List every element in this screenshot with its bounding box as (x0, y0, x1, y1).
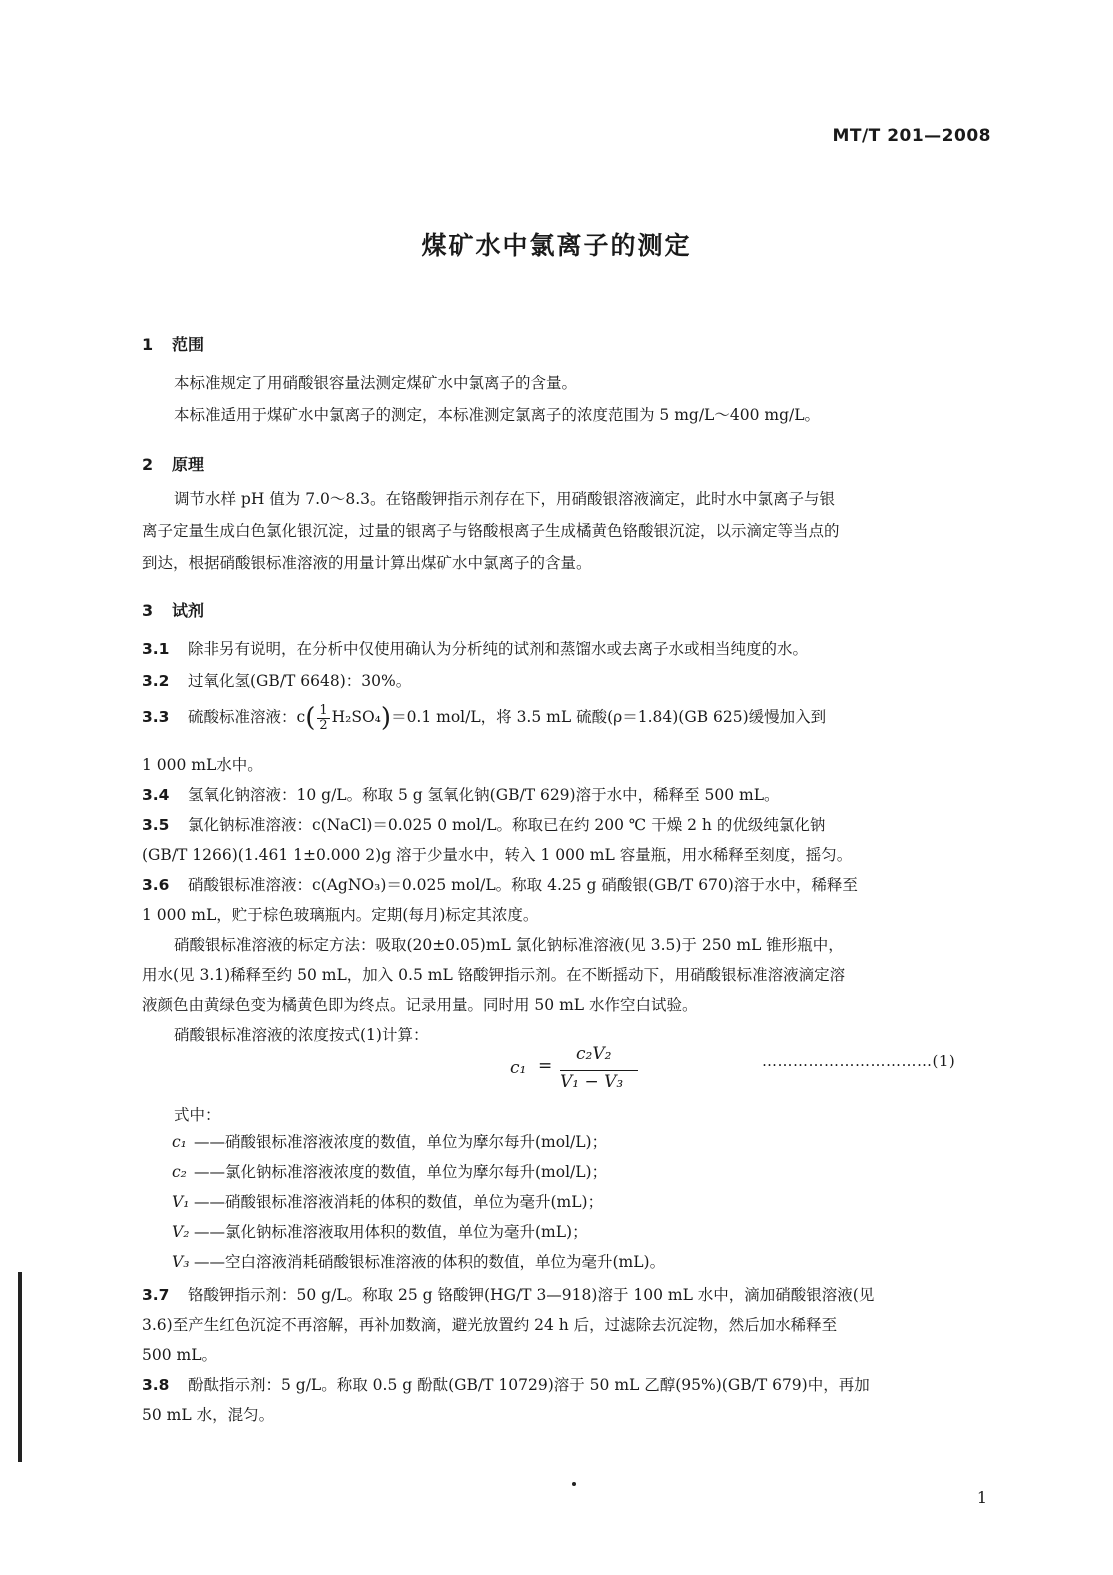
item-3-2 (142, 664, 1000, 698)
item-3-7 (142, 1278, 1000, 1312)
section-title: 试剂 (172, 601, 205, 620)
item-text: 除非另有说明，在分析中仅使用确认为分析纯的试剂和蒸馏水或去离子水或相当纯度的水。 (188, 640, 809, 658)
section-3-heading (142, 598, 204, 621)
symbol: V₁ (172, 1193, 190, 1211)
item-3-7-line2: 3.6)至产生红色沉淀不再溶解，再补加数滴，避光放置约 24 h 后，过滤除去沉淀物，然后加水稀释至 (142, 1316, 838, 1334)
section-title: 范围 (172, 335, 205, 354)
page-title: 煤矿水中氯离子的测定 (421, 231, 692, 260)
section-1-heading (142, 332, 204, 355)
definition-text: ——空白溶液消耗硝酸银标准溶液的体积的数值，单位为毫升(mL)。 (194, 1253, 666, 1271)
item-3-3: 3.3 硫酸标准溶液：c( $\frac{1}{2}$ H₂SO₄)＝0.1 mol/L，将 3.5 mL 硫酸(ρ＝1.84)(GB 625)缓慢加入到 (142, 700, 1000, 735)
document-code: MT/T 201—2008 (832, 126, 991, 146)
item-number: 3.4 (142, 786, 170, 804)
equation-number: ……………………………(1) (762, 1052, 956, 1070)
section-number: 3 (142, 601, 154, 620)
item-number: 3.1 (142, 640, 170, 658)
item-number: 3.5 (142, 816, 170, 834)
section-2-heading (142, 452, 204, 475)
equation-denominator: V₁ − V₃ (560, 1072, 624, 1092)
definition-row (172, 1188, 603, 1216)
paragraph: 本标准适用于煤矿水中氯离子的测定，本标准测定氯离子的浓度范围为 5 mg/L～400 mg/L。 (174, 406, 820, 424)
item-text: 氢氧化钠溶液：10 g/L。称取 5 g 氢氧化钠(GB/T 629)溶于水中，稀释至 500 mL。 (188, 786, 780, 804)
item-number: 3.3 (142, 708, 170, 726)
fraction-bar (560, 1070, 638, 1071)
paragraph-line: 用水(见 3.1)稀释至约 50 mL，加入 0.5 mL 铬酸钾指示剂。在不断摇动下，用硝酸银标准溶液滴定溶 (142, 966, 846, 984)
item-3-4 (142, 778, 1000, 812)
item-text: 过氧化氢(GB/T 6648)：30%。 (188, 672, 412, 690)
item-number: 3.2 (142, 672, 170, 690)
definition-row (172, 1158, 607, 1186)
item-3-6 (142, 868, 1000, 902)
page-number: 1 (976, 1488, 987, 1507)
item-3-7-line3: 500 mL。 (142, 1346, 218, 1364)
definition-row (172, 1218, 588, 1246)
item-3-5 (142, 808, 1000, 842)
symbol: V₂ (172, 1223, 190, 1241)
definition-text: ——硝酸银标准溶液消耗的体积的数值，单位为毫升(mL)； (194, 1193, 604, 1211)
fraction-top: 1 (319, 702, 328, 718)
equation-1 (510, 1046, 640, 1092)
paragraph-line: 液颜色由黄绿色变为橘黄色即为终点。记录用量。同时用 50 mL 水作空白试验。 (142, 996, 698, 1014)
paragraph-line: 硝酸银标准溶液的标定方法：吸取(20±0.05)mL 氯化钠标准溶液(见 3.5)于 250 mL 锥形瓶中， (174, 936, 844, 954)
item-3-8-line2: 50 mL 水，混匀。 (142, 1406, 275, 1424)
section-number: 2 (142, 455, 154, 474)
item-text: 硝酸银标准溶液：c(AgNO₃)＝0.025 mol/L。称取 4.25 g 硝酸银(GB/T 670)溶于水中，稀释至 (188, 876, 858, 894)
section-number: 1 (142, 335, 154, 354)
item-number: 3.6 (142, 876, 170, 894)
paragraph-line: 到达，根据硝酸银标准溶液的用量计算出煤矿水中氯离子的含量。 (142, 554, 592, 572)
scan-artifact (572, 1482, 576, 1486)
paragraph-line: 硝酸银标准溶液的浓度按式(1)计算： (174, 1026, 429, 1044)
section-title: 原理 (172, 455, 205, 474)
fraction-bottom: 2 (319, 717, 328, 733)
symbol: c₂ (172, 1163, 187, 1181)
paragraph-line: 离子定量生成白色氯化银沉淀，过量的银离子与铬酸根离子生成橘黄色铬酸银沉淀，以示滴定等当点的 (142, 522, 840, 540)
item-text: 硫酸标准溶液：c (188, 708, 306, 726)
item-3-3-line2: 1 000 mL水中。 (142, 756, 263, 774)
item-text: 铬酸钾指示剂：50 g/L。称取 25 g 铬酸钾(HG/T 3—918)溶于 100 mL 水中，滴加硝酸银溶液(见 (188, 1286, 875, 1304)
item-number: 3.7 (142, 1286, 170, 1304)
item-3-6-line2: 1 000 mL，贮于棕色玻璃瓶内。定期(每月)标定其浓度。 (142, 906, 539, 924)
equation-numerator: c₂V₂ (576, 1044, 612, 1064)
definition-text: ——氯化钠标准溶液取用体积的数值，单位为毫升(mL)； (194, 1223, 588, 1241)
fraction (317, 704, 329, 733)
chemical-formula: H₂SO₄ (331, 708, 381, 726)
item-3-1 (142, 632, 1000, 666)
symbol: c₁ (172, 1133, 187, 1151)
item-number: 3.8 (142, 1376, 170, 1394)
symbol: V₃ (172, 1253, 190, 1271)
definition-row (172, 1128, 607, 1156)
definition-row (172, 1248, 665, 1276)
equation-lhs: c₁ (510, 1058, 527, 1078)
where-label: 式中： (174, 1106, 221, 1124)
item-3-8 (142, 1368, 1000, 1402)
definition-text: ——硝酸银标准溶液浓度的数值，单位为摩尔每升(mol/L)； (194, 1133, 608, 1151)
scan-artifact (18, 1272, 22, 1462)
item-text: ＝0.1 mol/L，将 3.5 mL 硫酸(ρ＝1.84)(GB 625)缓慢加入到 (391, 708, 827, 726)
paragraph: 本标准规定了用硝酸银容量法测定煤矿水中氯离子的含量。 (174, 374, 578, 392)
item-text: 酚酞指示剂：5 g/L。称取 0.5 g 酚酞(GB/T 10729)溶于 50 mL 乙醇(95%)(GB/T 679)中，再加 (188, 1376, 870, 1394)
equation-equals: = (538, 1056, 553, 1076)
paragraph-line: 调节水样 pH 值为 7.0～8.3。在铬酸钾指示剂存在下，用硝酸银溶液滴定，此时水中氯离子与银 (174, 490, 836, 508)
item-text: 氯化钠标准溶液：c(NaCl)＝0.025 0 mol/L。称取已在约 200 ℃ 干燥 2 h 的优级纯氯化钠 (188, 816, 826, 834)
item-3-5-line2: (GB/T 1266)(1.461 1±0.000 2)g 溶于少量水中，转入 1 000 mL 容量瓶，用水稀释至刻度，摇匀。 (142, 846, 853, 864)
definition-text: ——氯化钠标准溶液浓度的数值，单位为摩尔每升(mol/L)； (194, 1163, 608, 1181)
